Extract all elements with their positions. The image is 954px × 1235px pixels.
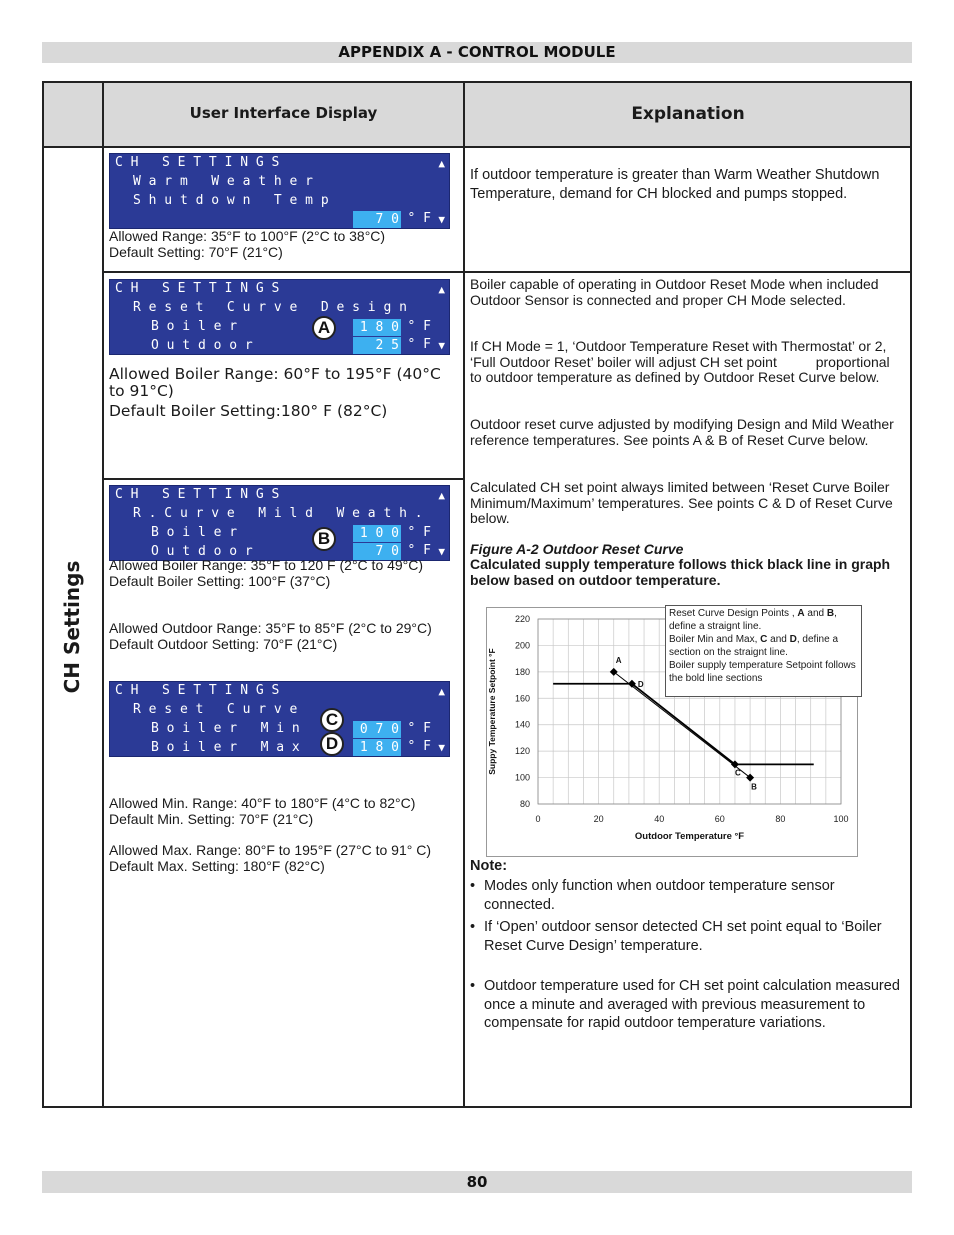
note-item <box>470 977 900 1033</box>
y-tick-label: 220 <box>514 614 530 624</box>
legend-text: and <box>804 608 827 619</box>
legend-text: and <box>767 634 790 645</box>
explanation-limits: Calculated CH set point always limited between ‘Reset Curve Boiler Minimum/Maximum’ temperatures. See points C & D of Reset Curve below. <box>470 479 893 526</box>
bullet-icon: • <box>470 919 476 935</box>
lcd-unit: ° F <box>407 543 431 558</box>
range-text: Allowed Min. Range: 40°F to 180°F (4°C to 82°C) Default Min. Setting: 70°F (21°C) <box>109 795 416 827</box>
lcd-value: 1 8 0 <box>353 319 401 336</box>
lcd-reset-curve-design <box>109 279 450 355</box>
range-text: Allowed Boiler Range: 60°F to 195°F (40°C to 91°C) <box>109 365 441 400</box>
lcd-warm-weather <box>109 153 450 229</box>
lcd-unit: ° F <box>407 721 431 736</box>
x-tick-label: 40 <box>654 814 665 824</box>
lcd-line: B o i l e r <box>151 319 238 334</box>
up-arrow-icon: ▲ <box>438 283 445 296</box>
row-divider-2 <box>102 478 463 480</box>
lcd-line: O u t d o o r <box>151 544 253 559</box>
y-tick-label: 200 <box>514 640 530 651</box>
down-arrow-icon: ▼ <box>438 741 445 754</box>
lcd-line: B o i l e r M i n <box>151 721 300 736</box>
lcd-line: B o i l e r <box>151 525 238 540</box>
y-tick-label: 80 <box>519 799 530 809</box>
lcd-line: R e s e t C u r v e <box>133 702 298 717</box>
up-arrow-icon: ▲ <box>438 157 445 170</box>
lcd-value: 7 0 <box>353 543 401 560</box>
bullet-icon: • <box>470 878 476 894</box>
explanation-curve-adjust: Outdoor reset curve adjusted by modifying Design and Mild Weather reference temperatures. See points A & B of Reset Curve below. <box>470 416 894 448</box>
y-tick-label: 100 <box>514 772 530 783</box>
figure-caption: Figure A-2 Outdoor Reset Curve <box>470 541 684 557</box>
point-label-d: D <box>637 679 644 689</box>
note-title: Note: <box>470 858 508 874</box>
lcd-unit: ° F <box>407 211 431 226</box>
legend-text: Boiler Min and Max, <box>669 634 761 645</box>
y-tick-label: 140 <box>514 719 530 730</box>
lcd-boiler-min-max <box>109 681 450 757</box>
point-a-badge: A <box>312 316 336 340</box>
explanation-ch-mode: If CH Mode = 1, ‘Outdoor Temperature Reset with Thermostat’ or 2, ‘Full Outdoor Reset’ boiler will adjust CH set point proportional to outdoor temperature as defined by Outdoor Reset Curve below. <box>470 338 894 385</box>
lcd-line: S h u t d o w n T e m p <box>133 193 329 208</box>
default-text: Default Boiler Setting:180° F (82°C) <box>109 402 388 420</box>
point-d-badge: D <box>320 732 344 756</box>
lcd-line: C H S E T T I N G S <box>115 487 280 502</box>
down-arrow-icon: ▼ <box>438 213 445 226</box>
lcd-value: 1 8 0 <box>353 739 401 756</box>
note-text: Modes only function when outdoor temperature sensor connected. <box>484 878 835 913</box>
page-number: 80 <box>42 1171 912 1193</box>
lcd-line: R . C u r v e M i l d W e a t h . <box>133 506 423 521</box>
down-arrow-icon: ▼ <box>438 545 445 558</box>
legend-text: Reset Curve Design Points , <box>669 608 798 619</box>
y-tick-label: 120 <box>514 746 530 757</box>
lcd-value: 2 5 <box>353 337 401 354</box>
explanation-outdoor-reset: Boiler capable of operating in Outdoor Reset Mode when included Outdoor Sensor is connected and proper CH Mode selected. <box>470 276 879 308</box>
point-c-badge: C <box>320 708 344 732</box>
x-tick-label: 0 <box>535 814 541 824</box>
x-tick-label: 100 <box>833 814 849 824</box>
bullet-icon: • <box>470 978 476 994</box>
page-header: APPENDIX A - CONTROL MODULE <box>42 42 912 63</box>
point-label-c: C <box>734 768 741 778</box>
y-tick-label: 160 <box>514 693 530 704</box>
lcd-line: O u t d o o r <box>151 338 253 353</box>
figure-subcaption: Calculated supply temperature follows thick black line in graph below based on outdoor temperature. <box>470 556 891 588</box>
lcd-line: C H S E T T I N G S <box>115 281 280 296</box>
lcd-line: R e s e t C u r v e D e s i g n <box>133 300 407 315</box>
lcd-value: 7 0 <box>353 211 401 228</box>
col-title-ui: User Interface Display <box>189 104 378 122</box>
legend-text: A <box>797 608 805 619</box>
range-text: Allowed Range: 35°F to 100°F (2°C to 38°C) Default Setting: 70°F (21°C) <box>109 228 386 260</box>
side-label: CH Settings <box>60 560 84 694</box>
legend-text: , define a straignt line. <box>669 608 837 632</box>
col-divider-2 <box>463 81 465 1108</box>
legend-text: C <box>760 634 768 645</box>
y-axis-label: Suppy Temperature Setpoint °F <box>487 648 497 775</box>
range-text: Allowed Outdoor Range: 35°F to 85°F (2°C to 29°C) Default Outdoor Setting: 70°F (21°C) <box>109 620 432 652</box>
lcd-value: 1 0 0 <box>353 525 401 542</box>
y-tick-label: 180 <box>514 666 530 677</box>
point-b-badge: B <box>312 527 336 551</box>
col-divider-1 <box>102 81 104 1108</box>
note-text: If ‘Open’ outdoor sensor detected CH set point equal to ‘Boiler Reset Curve Design’ temperature. <box>484 919 882 954</box>
lcd-unit: ° F <box>407 739 431 754</box>
note-item <box>470 918 900 955</box>
x-tick-label: 60 <box>714 814 725 824</box>
x-tick-label: 20 <box>593 814 604 824</box>
legend-text: D <box>789 634 797 645</box>
point-label-b: B <box>751 782 757 792</box>
lcd-unit: ° F <box>407 319 431 334</box>
legend-text: B <box>826 608 835 619</box>
note-text: Outdoor temperature used for CH set point calculation measured once a minute and averaged with previous measurement to compensate for rapid outdoor temperature variations. <box>484 978 900 1031</box>
lcd-unit: ° F <box>407 525 431 540</box>
legend-text: , define a section on the straignt line. <box>669 634 839 658</box>
header-row-divider <box>42 146 912 148</box>
col-title-explanation: Explanation <box>631 104 745 124</box>
lcd-line: C H S E T T I N G S <box>115 155 280 170</box>
lcd-line: W a r m W e a t h e r <box>133 174 314 189</box>
up-arrow-icon: ▲ <box>438 489 445 502</box>
lcd-line: C H S E T T I N G S <box>115 683 280 698</box>
up-arrow-icon: ▲ <box>438 685 445 698</box>
chart-legend <box>665 605 862 697</box>
down-arrow-icon: ▼ <box>438 339 445 352</box>
lcd-line: B o i l e r M a x <box>151 740 300 755</box>
x-axis-label: Outdoor Temperature °F <box>634 831 745 842</box>
point-label-a: A <box>615 655 622 665</box>
lcd-unit: ° F <box>407 337 431 352</box>
x-tick-label: 80 <box>775 814 786 824</box>
legend-text: Boiler supply temperature Setpoint follows the bold line sections <box>669 660 856 684</box>
lcd-value: 0 7 0 <box>353 721 401 738</box>
row-divider-1 <box>102 271 912 273</box>
lcd-mild-weather <box>109 485 450 561</box>
explanation-warm-weather: If outdoor temperature is greater than Warm Weather Shutdown Temperature, demand for CH blocked and pumps stopped. <box>470 167 880 202</box>
range-text: Allowed Max. Range: 80°F to 195°F (27°C to 91° C) Default Max. Setting: 180°F (82°C) <box>109 842 431 874</box>
range-text: Allowed Boiler Range: 35°F to 120 F (2°C to 49°C) Default Boiler Setting: 100°F (37°C) <box>109 557 424 589</box>
note-item <box>470 877 900 914</box>
